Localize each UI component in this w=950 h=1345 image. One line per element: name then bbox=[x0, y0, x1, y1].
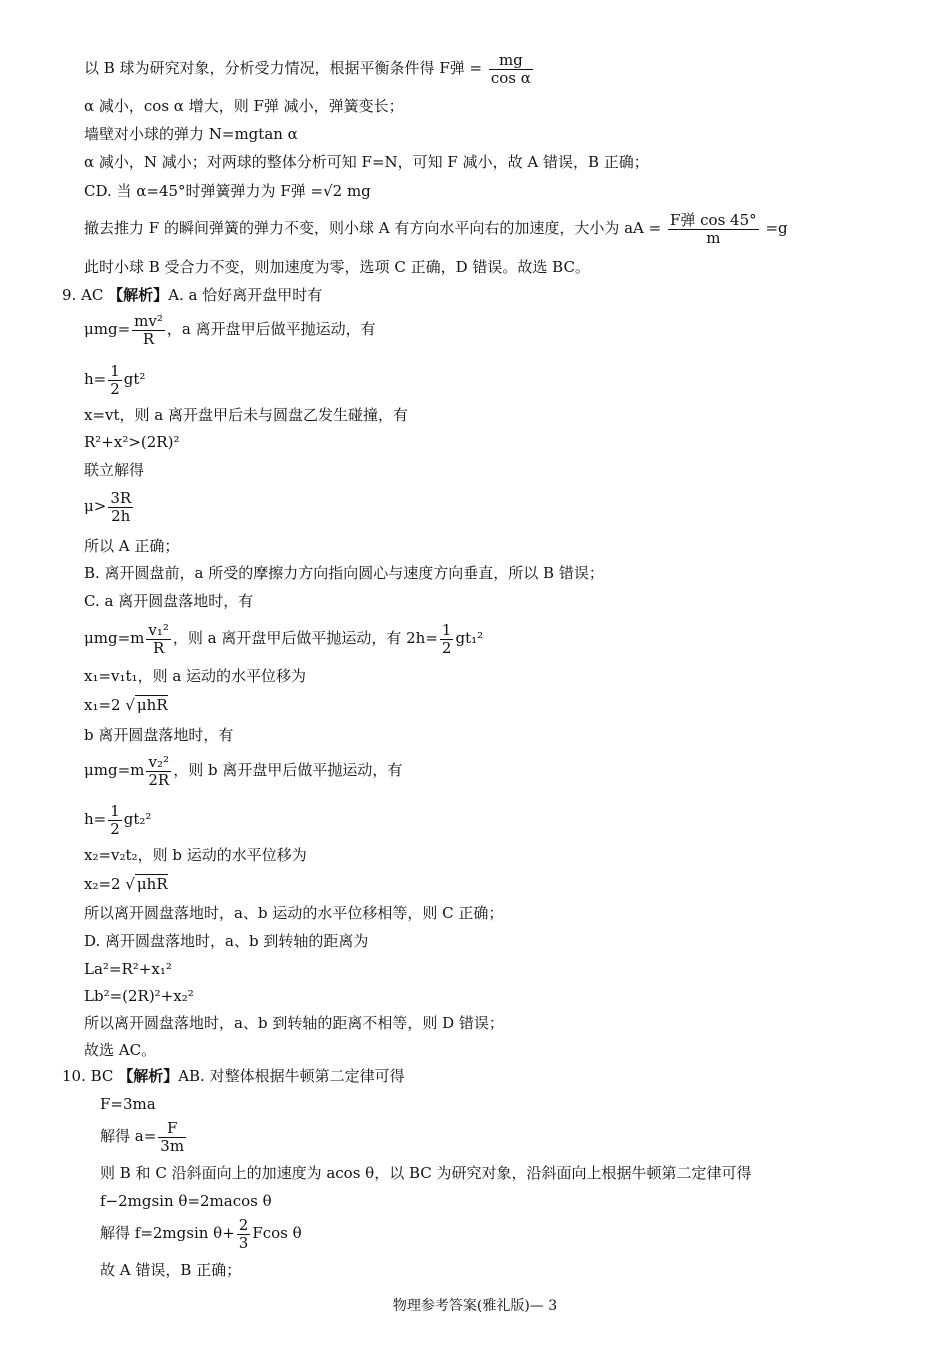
text: μmg=m bbox=[84, 629, 145, 647]
denominator: m bbox=[706, 228, 721, 247]
text-line: CD. 当 α=45°时弹簧弹力为 F弹 =√2 mg bbox=[84, 182, 371, 200]
text: A. a 恰好离开盘甲时有 bbox=[168, 286, 323, 304]
text-line: α 减小，cos α 增大，则 F弹 减小，弹簧变长； bbox=[84, 97, 404, 115]
text: gt₂² bbox=[123, 810, 152, 828]
text: gt₁² bbox=[455, 629, 484, 647]
denominator: 2 bbox=[441, 638, 452, 657]
fraction bbox=[237, 1217, 251, 1251]
fraction bbox=[108, 363, 122, 397]
text-line: x=vt，则 a 离开盘甲后未与圆盘乙发生碰撞，有 bbox=[84, 406, 409, 424]
sqrt-icon: √ bbox=[125, 875, 135, 893]
text-line: 墙壁对小球的弹力 N=mgtan α bbox=[84, 125, 298, 143]
text-line bbox=[84, 697, 168, 714]
text-line: 所以离开圆盘落地时，a、b 运动的水平位移相等，则 C 正确； bbox=[84, 904, 504, 922]
text-line: F=3ma bbox=[100, 1095, 156, 1113]
numerator: 1 bbox=[441, 621, 452, 639]
text-line: 联立解得 bbox=[84, 461, 145, 479]
denominator: 2R bbox=[148, 770, 170, 789]
text: AB. 对整体根据牛顿第二定律可得 bbox=[178, 1067, 405, 1085]
question-number: 10. BC bbox=[62, 1067, 114, 1085]
text: 撤去推力 F 的瞬间弹簧的弹力不变，则小球 A 有方向水平向右的加速度，大小为 aA = bbox=[84, 219, 662, 237]
question-9-heading bbox=[62, 287, 322, 304]
numerator: mv² bbox=[134, 312, 163, 330]
text-line bbox=[84, 52, 535, 86]
numerator: 2 bbox=[238, 1216, 249, 1234]
denominator: R bbox=[152, 638, 165, 657]
text-line: 此时小球 B 受合力不变，则加速度为零，选项 C 正确，D 错误。故选 BC。 bbox=[84, 258, 590, 276]
text-line: 则 B 和 C 沿斜面向上的加速度为 acos θ，以 BC 为研究对象，沿斜面向上根据牛顿第二定律可得 bbox=[100, 1164, 752, 1182]
text: x₁=2 bbox=[84, 696, 126, 714]
text-line: B. 离开圆盘前，a 所受的摩擦力方向指向圆心与速度方向垂直，所以 B 错误； bbox=[84, 564, 604, 582]
analysis-tag: 【解析】 bbox=[108, 286, 169, 304]
fraction bbox=[132, 313, 165, 347]
question-number: 9. AC bbox=[62, 286, 104, 304]
text-line bbox=[84, 754, 402, 788]
fraction bbox=[489, 52, 533, 86]
analysis-tag: 【解析】 bbox=[118, 1067, 179, 1085]
text: Fcos θ bbox=[252, 1224, 302, 1242]
numerator: v₂² bbox=[146, 754, 171, 772]
text-line: 所以 A 正确； bbox=[84, 537, 180, 555]
text-line bbox=[100, 1120, 188, 1154]
numerator: 3R bbox=[110, 489, 132, 507]
text-line bbox=[84, 803, 151, 837]
fraction bbox=[108, 490, 133, 524]
text-line bbox=[84, 876, 168, 893]
page-footer: 物理参考答案(雅礼版)— 3 bbox=[392, 1298, 558, 1314]
numerator: 1 bbox=[110, 362, 120, 380]
denominator: 2h bbox=[111, 506, 131, 525]
fraction bbox=[146, 754, 171, 788]
denominator: cos α bbox=[490, 68, 531, 87]
text-line: α 减小，N 减小；对两球的整体分析可知 F=N，可知 F 减小，故 A 错误，B 正确； bbox=[84, 153, 649, 171]
denominator: 2 bbox=[110, 379, 120, 398]
numerator: 1 bbox=[110, 802, 120, 820]
text: μmg=m bbox=[84, 761, 145, 779]
text-line: D. 离开圆盘落地时，a、b 到转轴的距离为 bbox=[84, 932, 369, 950]
sqrt-icon: √ bbox=[125, 696, 135, 714]
text-line: 所以离开圆盘落地时，a、b 到转轴的距离不相等，则 D 错误； bbox=[84, 1014, 504, 1032]
text: gt² bbox=[123, 370, 146, 388]
text: ，则 b 离开盘甲后做平抛运动，有 bbox=[173, 761, 403, 779]
denominator: 2 bbox=[110, 819, 120, 838]
text-line: x₂=v₂t₂，则 b 运动的水平位移为 bbox=[84, 846, 307, 864]
text-line: f−2mgsin θ=2macos θ bbox=[100, 1192, 272, 1210]
text: 解得 a= bbox=[100, 1127, 157, 1145]
text-line: 故选 AC。 bbox=[84, 1041, 157, 1059]
text: x₂=2 bbox=[84, 875, 126, 893]
fraction bbox=[108, 803, 122, 837]
text-line: b 离开圆盘落地时，有 bbox=[84, 726, 234, 744]
text: ，a 离开盘甲后做平抛运动，有 bbox=[166, 320, 376, 338]
text-line: La²=R²+x₁² bbox=[84, 960, 172, 978]
text-line bbox=[100, 1217, 302, 1251]
text-line bbox=[84, 490, 135, 524]
numerator: F弹 cos 45° bbox=[669, 211, 757, 229]
text: μ> bbox=[84, 497, 107, 515]
fraction bbox=[440, 622, 454, 656]
fraction bbox=[158, 1120, 186, 1154]
numerator: mg bbox=[489, 52, 533, 70]
denominator: 3 bbox=[238, 1233, 249, 1252]
text-line: 故 A 错误，B 正确； bbox=[100, 1261, 242, 1279]
text-line: Lb²=(2R)²+x₂² bbox=[84, 987, 194, 1005]
text: 以 B 球为研究对象，分析受力情况，根据平衡条件得 F弹 = bbox=[84, 59, 483, 77]
text-line bbox=[84, 313, 376, 347]
question-10-heading bbox=[62, 1068, 405, 1085]
fraction bbox=[668, 212, 759, 246]
text-line bbox=[84, 622, 483, 656]
text-line: R²+x²>(2R)² bbox=[84, 433, 180, 451]
text: μmg= bbox=[84, 320, 131, 338]
fraction bbox=[146, 622, 171, 656]
text: 解得 f=2mgsin θ+ bbox=[100, 1224, 235, 1242]
text: h= bbox=[84, 370, 107, 388]
text: h= bbox=[84, 810, 107, 828]
text-line bbox=[84, 363, 145, 397]
radicand: μhR bbox=[136, 875, 168, 893]
text-line bbox=[84, 212, 788, 246]
numerator: F bbox=[158, 1120, 186, 1138]
text: =g bbox=[765, 219, 788, 237]
denominator: R bbox=[142, 329, 155, 348]
text-line: C. a 离开圆盘落地时，有 bbox=[84, 592, 254, 610]
text-line: x₁=v₁t₁，则 a 运动的水平位移为 bbox=[84, 667, 307, 685]
radicand: μhR bbox=[136, 696, 168, 714]
numerator: v₁² bbox=[148, 621, 169, 639]
denominator: 3m bbox=[160, 1136, 185, 1155]
text: ，则 a 离开盘甲后做平抛运动，有 2h= bbox=[172, 629, 438, 647]
